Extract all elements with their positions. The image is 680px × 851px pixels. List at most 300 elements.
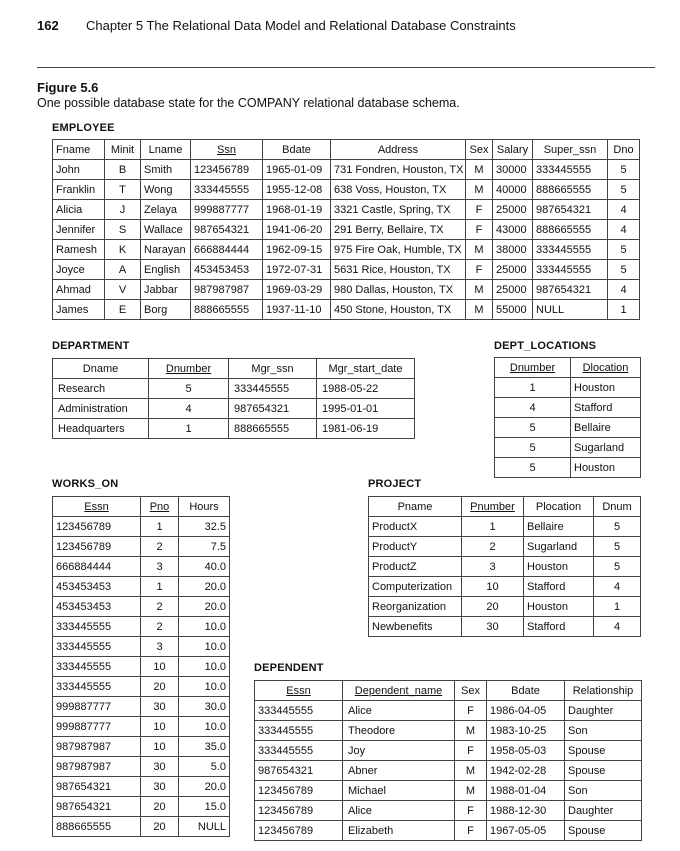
table-cell: 1962-09-15 [263,240,331,260]
table-cell: Sugarland [524,537,594,557]
table-cell: Borg [141,300,191,320]
table-cell: 5 [594,537,641,557]
table-cell: 987987987 [191,280,263,300]
employee-table [52,139,640,320]
table-row [495,458,641,478]
table-cell: 999887777 [191,200,263,220]
table-cell: Bellaire [571,418,641,438]
table-cell: 2 [141,537,179,557]
column-header [141,497,179,517]
table-row [53,817,230,837]
table-cell: 2 [141,597,179,617]
table-row [255,781,642,801]
column-header-label: Ssn [217,143,236,156]
table-cell: 1 [462,517,524,537]
table-cell: Bellaire [524,517,594,537]
table-cell: 4 [594,617,641,637]
column-header [594,497,641,517]
table-cell: 123456789 [255,781,343,801]
table-cell: 20.0 [179,577,230,597]
column-header-label: Relationship [572,684,634,697]
column-header-label: Pnumber [470,500,515,513]
table-row [255,701,642,721]
table-cell: John [53,160,105,180]
dependent-table [254,680,642,841]
table-cell: 987654321 [53,777,141,797]
column-header-label: Dlocation [582,361,629,374]
table-cell: 1941-06-20 [263,220,331,240]
table-row [255,821,642,841]
table-cell: 10.0 [179,637,230,657]
table-cell: J [105,200,141,220]
table-cell: Daughter [565,701,642,721]
table-cell: 1986-04-05 [487,701,565,721]
table-cell: 987654321 [533,280,608,300]
table-row [53,220,640,240]
table-row [369,617,641,637]
dept-locations-table-title: DEPT_LOCATIONS [494,340,597,352]
table-cell: 987987987 [53,757,141,777]
table-cell: E [105,300,141,320]
table-cell: M [466,280,493,300]
column-header-label: Lname [148,143,183,156]
column-header [571,358,641,378]
table-cell: 4 [495,398,571,418]
table-cell: 4 [149,399,229,419]
table-cell: 30 [141,697,179,717]
table-cell: M [466,160,493,180]
table-cell: 5 [149,379,229,399]
table-cell: F [455,801,487,821]
table-cell: Houston [571,378,641,398]
table-cell: 25000 [493,280,533,300]
table-cell: 666884444 [191,240,263,260]
table-row [53,399,415,419]
table-cell: 987987987 [53,737,141,757]
project-table-title: PROJECT [368,478,422,490]
header-row [369,497,641,517]
table-row [53,757,230,777]
column-header-label: Dnum [602,500,632,513]
table-row [53,677,230,697]
table-row [255,761,642,781]
table-cell: 666884444 [53,557,141,577]
table-cell: F [455,741,487,761]
table-cell: 1 [608,300,640,320]
column-header-label: Pname [397,500,433,513]
table-cell: 333445555 [255,741,343,761]
table-cell: 975 Fire Oak, Humble, TX [331,240,466,260]
table-cell: Michael [343,781,455,801]
table-cell: 2 [141,617,179,637]
table-cell: Theodore [343,721,455,741]
table-cell: NULL [179,817,230,837]
column-header [53,359,149,379]
column-header [565,681,642,701]
works-on-table-title: WORKS_ON [52,478,119,490]
column-header-label: Dnumber [509,361,556,374]
table-row [53,160,640,180]
column-header-label: Dname [82,362,119,375]
table-cell: 453453453 [53,597,141,617]
table-cell: 1988-12-30 [487,801,565,821]
column-header [191,140,263,160]
table-cell: 1983-10-25 [487,721,565,741]
table-cell: 1968-01-19 [263,200,331,220]
column-header-label: Pno [149,500,170,513]
table-row [255,721,642,741]
table-cell: 1942-02-28 [487,761,565,781]
table-cell: Joyce [53,260,105,280]
table-cell: ProductY [369,537,462,557]
column-header-label: Bdate [511,684,540,697]
table-cell: Newbenefits [369,617,462,637]
column-header [229,359,317,379]
table-cell: 333445555 [533,160,608,180]
table-cell: 10.0 [179,657,230,677]
table-cell: 30 [141,777,179,797]
page-number: 162 [37,18,59,33]
table-cell: 3 [141,557,179,577]
table-cell: 3 [141,637,179,657]
header-row [53,140,640,160]
table-cell: Spouse [565,821,642,841]
column-header [53,497,141,517]
table-cell: 1988-05-22 [317,379,415,399]
table-cell: 453453453 [191,260,263,280]
table-cell: Computerization [369,577,462,597]
table-cell: 333445555 [229,379,317,399]
table-row [53,537,230,557]
table-cell: K [105,240,141,260]
table-cell: Wallace [141,220,191,240]
table-cell: 1958-05-03 [487,741,565,761]
header-row [53,359,415,379]
table-cell: 1 [149,419,229,439]
table-row [495,378,641,398]
table-cell: 1995-01-01 [317,399,415,419]
column-header [455,681,487,701]
table-cell: 5 [608,260,640,280]
table-cell: 5 [495,438,571,458]
table-cell: A [105,260,141,280]
table-cell: F [466,200,493,220]
table-cell: Research [53,379,149,399]
table-cell: Stafford [524,617,594,637]
table-row [53,517,230,537]
column-header [608,140,640,160]
table-cell: 4 [608,280,640,300]
column-header-label: Sex [461,684,480,697]
column-header-label: Dependent_name [354,684,443,697]
table-cell: 2 [462,537,524,557]
table-cell: 55000 [493,300,533,320]
table-cell: 5 [608,240,640,260]
table-cell: 10.0 [179,617,230,637]
table-cell: 888665555 [229,419,317,439]
table-cell: 5 [495,458,571,478]
column-header-label: Sex [469,143,489,156]
table-row [369,557,641,577]
table-cell: 123456789 [191,160,263,180]
table-cell: S [105,220,141,240]
column-header-label: Hours [189,500,219,513]
table-cell: 4 [594,577,641,597]
table-cell: 453453453 [53,577,141,597]
table-cell: 1 [495,378,571,398]
table-cell: 291 Berry, Bellaire, TX [331,220,466,240]
column-header-label: Essn [286,684,311,697]
table-cell: 333445555 [255,721,343,741]
table-cell: 5 [608,160,640,180]
table-row [369,577,641,597]
table-cell: 1967-05-05 [487,821,565,841]
header-rule [37,67,655,68]
column-header-label: Mgr_ssn [251,362,294,375]
table-cell: 20 [141,677,179,697]
employee-table-title: EMPLOYEE [52,122,115,134]
table-cell: M [455,761,487,781]
table-cell: 20 [141,797,179,817]
table-cell: Headquarters [53,419,149,439]
column-header [533,140,608,160]
table-cell: 5 [608,180,640,200]
column-header [149,359,229,379]
table-cell: 35.0 [179,737,230,757]
column-header [105,140,141,160]
table-row [53,240,640,260]
table-cell: 43000 [493,220,533,240]
table-cell: 1965-01-09 [263,160,331,180]
table-cell: Narayan [141,240,191,260]
table-cell: ProductZ [369,557,462,577]
table-row [53,617,230,637]
table-row [53,777,230,797]
table-cell: Jennifer [53,220,105,240]
column-header [466,140,493,160]
column-header-label: Address [377,143,419,156]
column-header-label: Mgr_start_date [328,362,403,375]
table-cell: 1 [141,517,179,537]
table-cell: 333445555 [255,701,343,721]
table-row [495,398,641,418]
table-row [53,697,230,717]
dependent-table-title: DEPENDENT [254,662,324,674]
table-cell: M [455,781,487,801]
table-cell: V [105,280,141,300]
table-cell: ProductX [369,517,462,537]
table-cell: English [141,260,191,280]
column-header [493,140,533,160]
table-cell: 10 [141,717,179,737]
figure-caption: One possible database state for the COMPANY relational database schema. [37,96,460,110]
table-row [255,741,642,761]
table-cell: Alice [343,701,455,721]
table-cell: M [466,240,493,260]
table-cell: Reorganization [369,597,462,617]
table-cell: 10.0 [179,677,230,697]
table-cell: NULL [533,300,608,320]
table-cell: F [466,220,493,240]
table-cell: 731 Fondren, Houston, TX [331,160,466,180]
table-row [53,717,230,737]
table-row [53,180,640,200]
table-cell: Son [565,781,642,801]
column-header [179,497,230,517]
table-row [53,200,640,220]
department-table [52,358,415,439]
table-cell: Abner [343,761,455,781]
table-cell: 987654321 [533,200,608,220]
table-cell: Elizabeth [343,821,455,841]
column-header-label: Dnumber [165,362,212,375]
column-header-label: Super_ssn [543,143,597,156]
column-header [495,358,571,378]
table-cell: 999887777 [53,717,141,737]
table-cell: Zelaya [141,200,191,220]
table-cell: Alice [343,801,455,821]
table-cell: 20.0 [179,597,230,617]
table-cell: 1981-06-19 [317,419,415,439]
column-header [524,497,594,517]
table-cell: Son [565,721,642,741]
table-cell: 15.0 [179,797,230,817]
table-cell: 20 [462,597,524,617]
table-cell: Stafford [524,577,594,597]
chapter-title: Chapter 5 The Relational Data Model and Relational Database Constraints [86,18,516,33]
table-cell: Wong [141,180,191,200]
column-header [263,140,331,160]
table-cell: Spouse [565,761,642,781]
table-cell: 333445555 [53,637,141,657]
table-cell: 1937-11-10 [263,300,331,320]
table-row [53,577,230,597]
works-on-table [52,496,230,837]
table-cell: 333445555 [53,677,141,697]
table-cell: B [105,160,141,180]
column-header [53,140,105,160]
column-header [317,359,415,379]
table-cell: Sugarland [571,438,641,458]
table-cell: 888665555 [533,220,608,240]
table-cell: 980 Dallas, Houston, TX [331,280,466,300]
table-cell: 32.5 [179,517,230,537]
table-row [53,300,640,320]
table-row [53,597,230,617]
table-cell: 30 [462,617,524,637]
table-row [53,419,415,439]
table-cell: Ahmad [53,280,105,300]
table-cell: F [455,701,487,721]
column-header-label: Fname [56,143,91,156]
table-cell: F [466,260,493,280]
table-row [369,537,641,557]
header-row [255,681,642,701]
column-header [487,681,565,701]
table-cell: Daughter [565,801,642,821]
table-cell: Franklin [53,180,105,200]
table-cell: 888665555 [191,300,263,320]
column-header [331,140,466,160]
table-cell: 5.0 [179,757,230,777]
table-cell: 987654321 [229,399,317,419]
table-cell: 987654321 [191,220,263,240]
table-cell: 20.0 [179,777,230,797]
table-row [495,418,641,438]
table-cell: 10 [141,657,179,677]
table-cell: 20 [141,817,179,837]
table-cell: 1988-01-04 [487,781,565,801]
dept-locations-table [494,357,641,478]
table-cell: 999887777 [53,697,141,717]
table-cell: 888665555 [533,180,608,200]
table-cell: 5631 Rice, Houston, TX [331,260,466,280]
table-cell: 123456789 [255,801,343,821]
table-cell: Jabbar [141,280,191,300]
table-cell: 123456789 [53,537,141,557]
column-header [141,140,191,160]
column-header-label: Dno [613,143,634,156]
table-cell: 333445555 [53,657,141,677]
table-cell: T [105,180,141,200]
column-header [462,497,524,517]
table-cell: 3321 Castle, Spring, TX [331,200,466,220]
table-cell: 5 [594,557,641,577]
table-row [53,737,230,757]
table-cell: Houston [571,458,641,478]
table-cell: 333445555 [533,240,608,260]
table-cell: 7.5 [179,537,230,557]
table-cell: 25000 [493,260,533,280]
column-header [255,681,343,701]
table-cell: 4 [608,220,640,240]
table-cell: 10 [141,737,179,757]
table-cell: 888665555 [53,817,141,837]
table-cell: 333445555 [191,180,263,200]
table-cell: 450 Stone, Houston, TX [331,300,466,320]
table-cell: 10 [462,577,524,597]
table-row [495,438,641,458]
table-row [53,797,230,817]
table-cell: Alicia [53,200,105,220]
table-row [53,637,230,657]
figure-number: Figure 5.6 [37,80,99,95]
column-header-label: Plocation [535,500,582,513]
table-cell: Joy [343,741,455,761]
table-cell: 123456789 [255,821,343,841]
table-cell: M [466,300,493,320]
table-cell: 30 [141,757,179,777]
table-cell: Smith [141,160,191,180]
table-cell: M [466,180,493,200]
table-cell: 1 [594,597,641,617]
table-cell: 123456789 [53,517,141,537]
table-cell: 5 [495,418,571,438]
column-header-label: Essn [84,500,109,513]
table-row [53,379,415,399]
table-cell: Ramesh [53,240,105,260]
column-header-label: Bdate [282,143,311,156]
table-cell: 10.0 [179,717,230,737]
table-cell: 1 [141,577,179,597]
table-cell: 25000 [493,200,533,220]
table-cell: 333445555 [53,617,141,637]
table-cell: 987654321 [255,761,343,781]
header-row [495,358,641,378]
table-cell: 30.0 [179,697,230,717]
department-table-title: DEPARTMENT [52,340,130,352]
table-row [255,801,642,821]
